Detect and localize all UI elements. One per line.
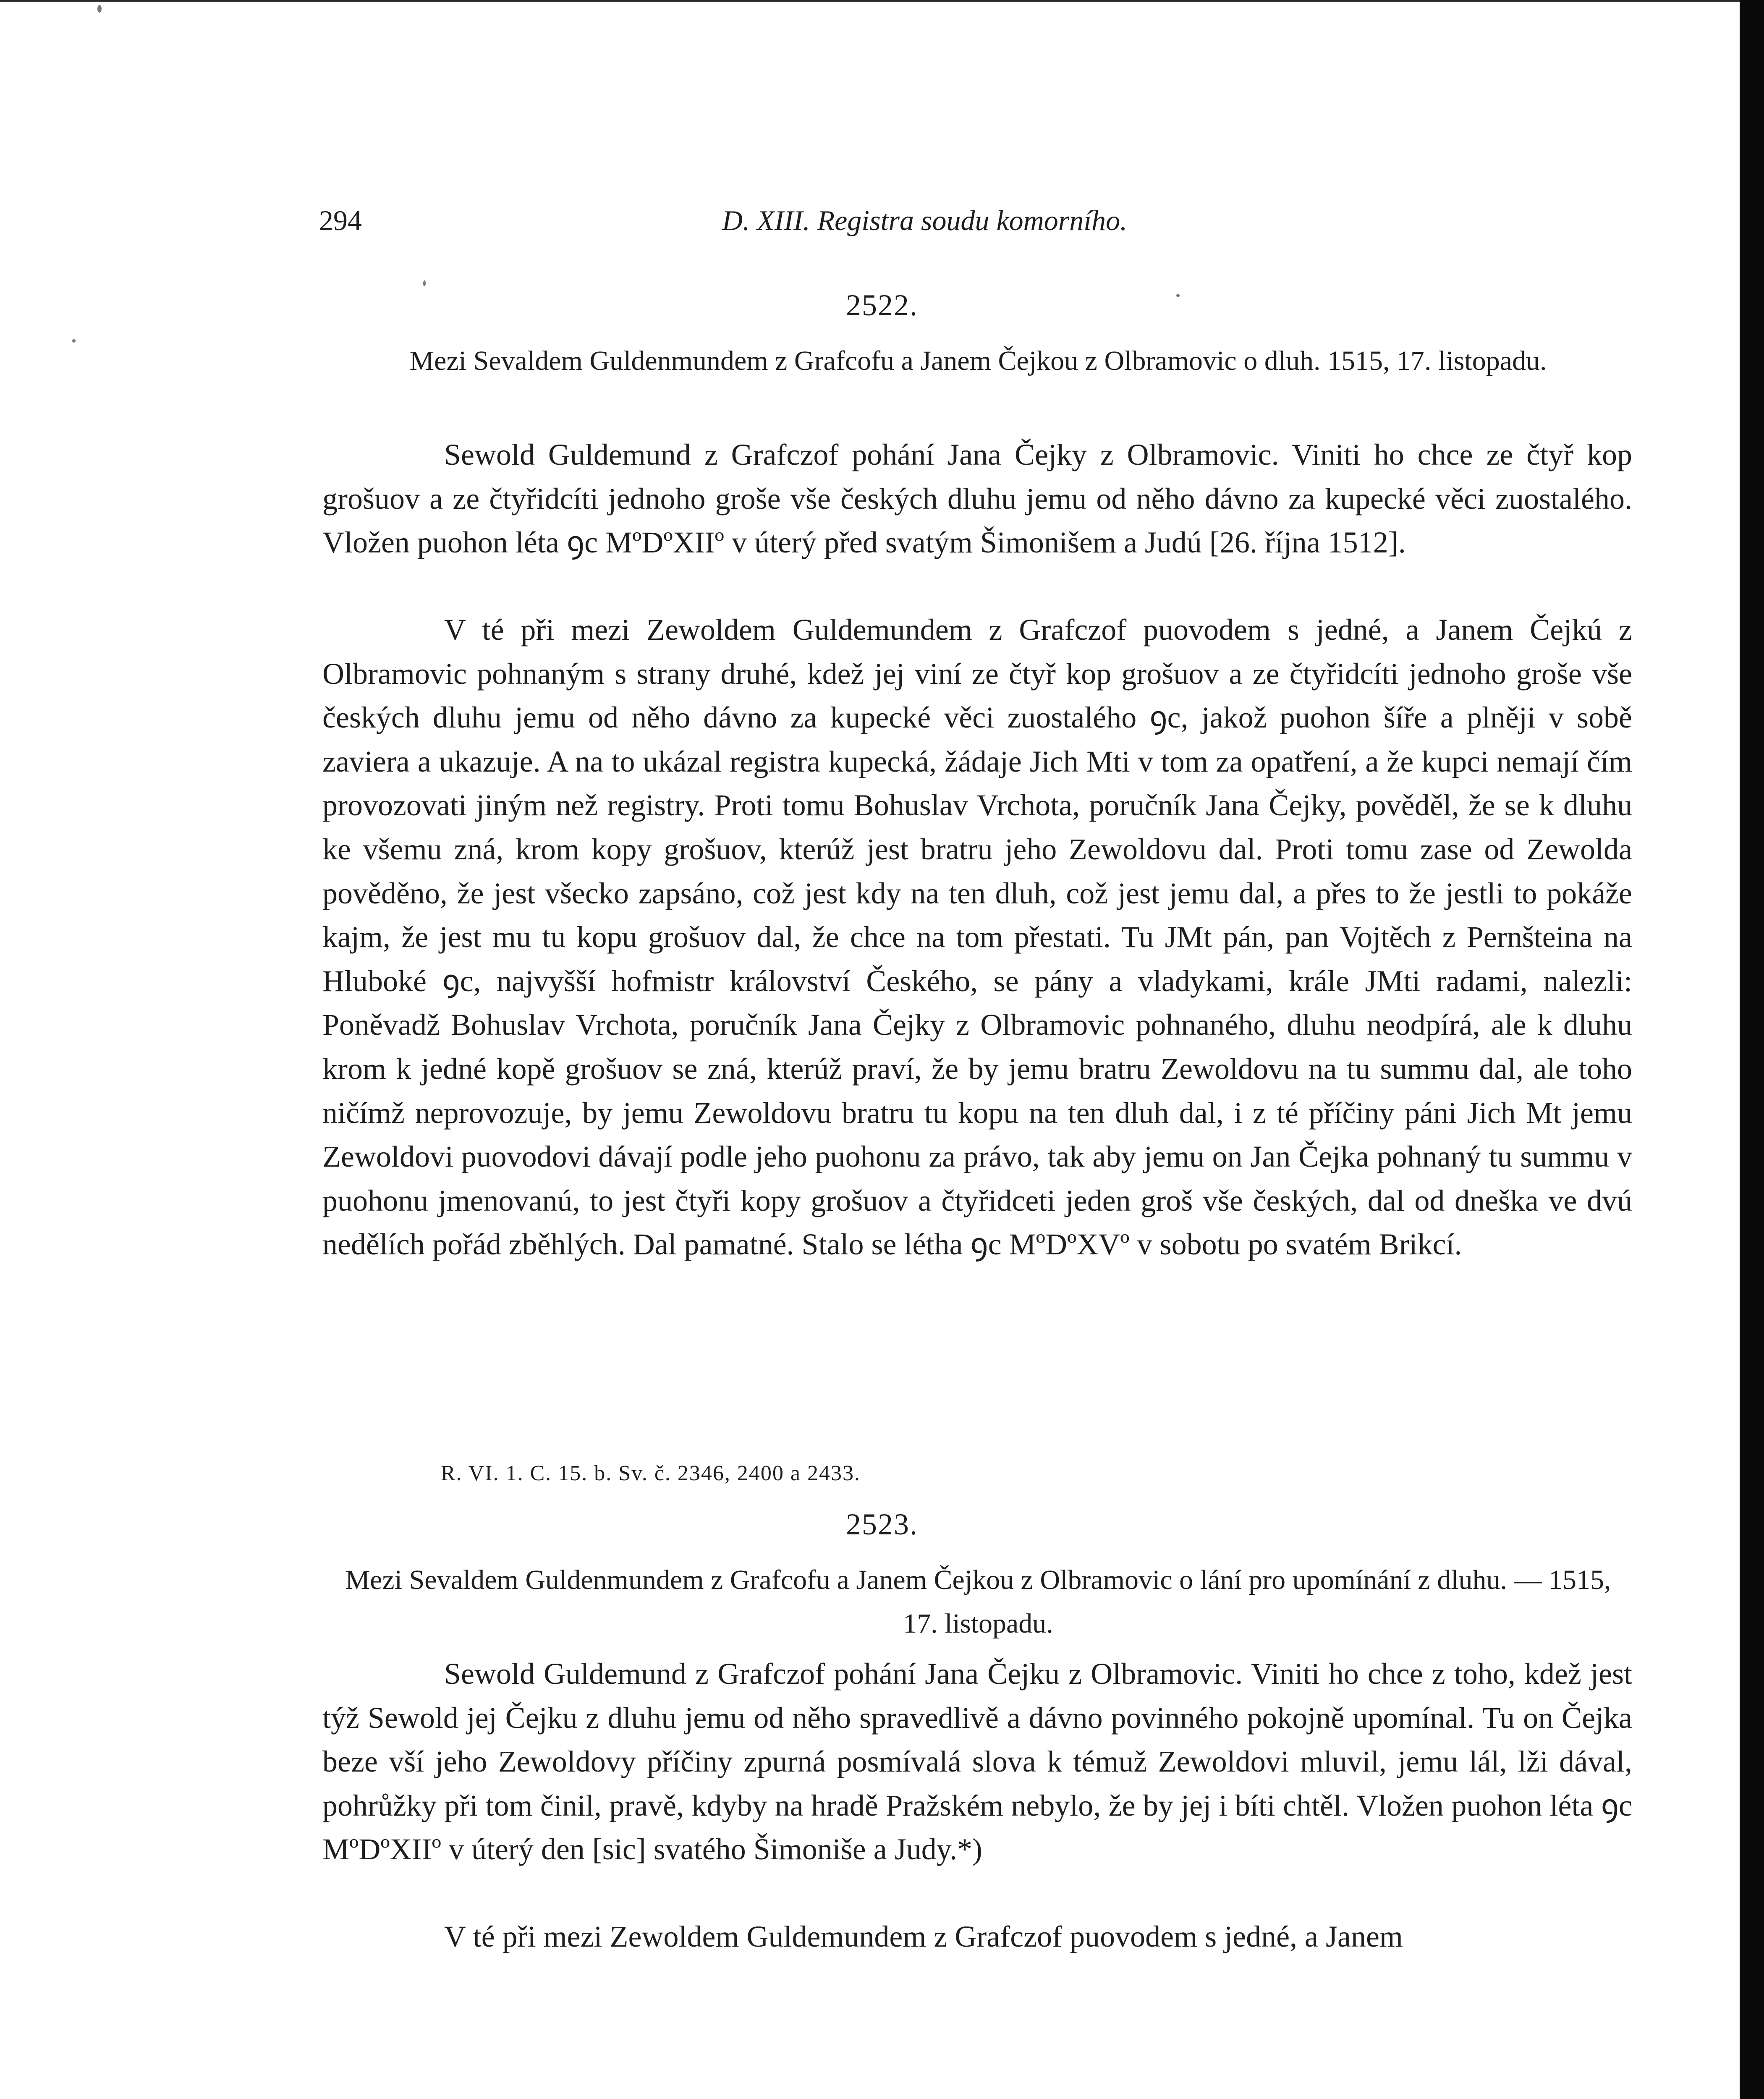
entry-number: 2523. — [846, 1508, 918, 1541]
entry-caption: Mezi Sevaldem Guldenmundem z Grafcofu a Janem Čejkou z Olbramovic o lání pro upomínání z dluhu. — 1515, 17. listopadu. — [345, 1565, 1611, 1639]
scan-speck — [423, 280, 426, 286]
scan-border-top — [0, 0, 1764, 2]
entry-paragraph: Sewold Guldemund z Grafczof pohání Jana Čejky z Olbramovic. Viniti ho chce ze čtyř kop grošuov a ze čtyřidcíti jednoho groše vše českých dluhu jemu od něho dávno za kupecké věci zuostalého. Vložen puohon léta ꝯc MºDºXIIº v úterý před svatým Šimonišem a Judú [26. října 1512]. — [322, 438, 1632, 560]
entry-caption: Mezi Sevaldem Guldenmundem z Grafcofu a Janem Čejkou z Olbramovic o dluh. 1515, 17. listopadu. — [409, 345, 1547, 376]
running-title: D. XIII. Registra soudu komorního. — [722, 204, 1128, 236]
entry-paragraph: Sewold Guldemund z Grafczof pohání Jana Čejku z Olbramovic. Viniti ho chce z toho, kdež jest týž Sewold jej Čejku z dluhu jemu od něho spravedlivě a dávno povinného pokojně upomínal. Tu on Čejka beze vší jeho Zewoldovy příčiny zpurná posmívalá slova k témuž Zewoldovi mluvil, jemu lál, lži dával, pohrůžky při tom činil, pravě, kdyby na hradě Pražském nebylo, že by jej i bíti chtěl. Vložen puohon léta ꝯc MºDºXIIº v úterý den [sic] svatého Šimoniše a Judy.*) — [322, 1657, 1632, 1866]
source-reference: R. VI. 1. C. 15. b. Sv. č. 2346, 2400 a 2433. — [441, 1461, 861, 1485]
page-number: 294 — [319, 204, 362, 236]
scan-speck — [72, 339, 76, 343]
scan-speck — [97, 5, 102, 13]
entry-paragraph: V té při mezi Zewoldem Guldemundem z Grafczof puovodem s jedné, a Janem — [444, 1920, 1403, 1953]
entry-number: 2522. — [846, 288, 918, 322]
entry-paragraph: V té při mezi Zewoldem Guldemundem z Grafczof puovodem s jedné, a Janem Čejkú z Olbramovic pohnaným s strany druhé, kdež jej viní ze čtyř kop grošuov a ze čtyřidcíti jednoho groše vše českých dluhu jemu od něho dávno za kupecké věci zuostalého ꝯc, jakož puohon šíře a plněji v sobě zaviera a ukazuje. A na to ukázal registra kupecká, žádaje Jich Mti v tom za opatření, a že kupci nemají čím provozovati jiným než registry. Proti tomu Bohuslav Vrchota, poručník Jana Čejky, pověděl, že se k dluhu ke všemu zná, krom kopy grošuov, kterúž jest bratru jeho Zewoldovu dal. Proti tomu zase od Zewolda pověděno, že jest všecko zapsáno, což jest kdy na ten dluh, což jest jemu dal, a přes to že jestli to pokáže kajm, že jest mu tu kopu grošuov dal, že chce na tom přestati. Tu JMt pán, pan Vojtěch z Pernšteina na Hluboké ꝯc, najvyšší hofmistr království Českého, se pány a vladykami, krále JMti radami, nalezli: Poněvadž Bohuslav Vrchota, poručník Jana Čejky z Olbramovic pohnaného, dluhu neodpírá, ale k dluhu krom k jedné kopě grošuov se zná, kterúž praví, že by jemu bratru Zewoldovu na tu summu dal, ale toho ničímž neprovozuje, by jemu Zewoldovu bratru tu kopu na ten dluh dal, i z té příčiny páni Jich Mt jemu Zewoldovi puovodovi dávají podle jeho puohonu za právo, tak aby jemu on Jan Čejka pohnaný tu summu v puohonu jmenovanú, to jest čtyři kopy grošuov a čtyřidceti jeden groš vše českých, dal od dneška ve dvú nedělích pořád zběhlých. Dal pamatné. Stalo se létha ꝯc MºDºXVº v sobotu po svatém Brikcí. — [322, 613, 1632, 1261]
